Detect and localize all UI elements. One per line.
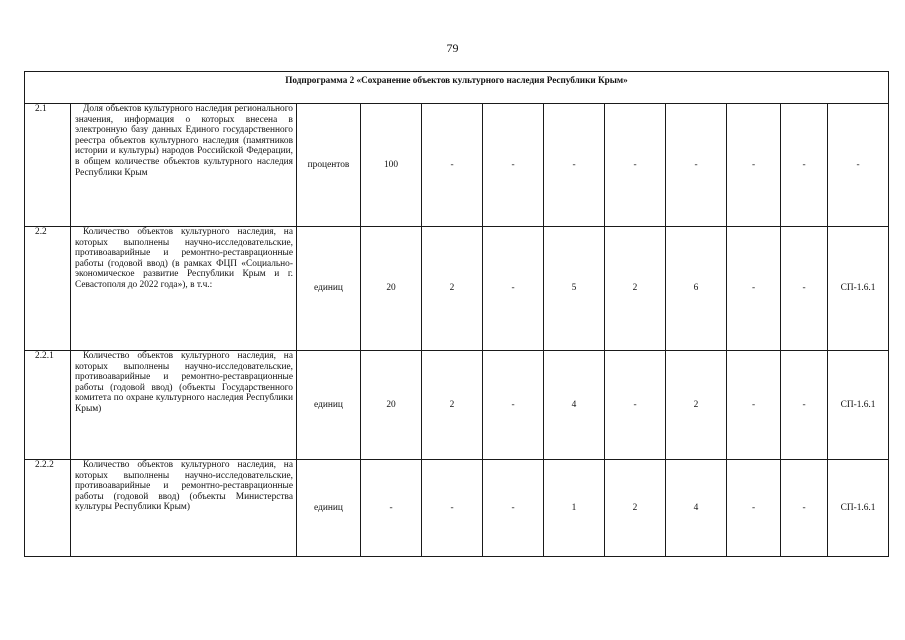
value-cell: - — [544, 104, 605, 227]
value-cell: - — [727, 460, 781, 557]
value-cell: - — [605, 351, 666, 460]
unit-cell: единиц — [297, 460, 361, 557]
value-cell: 5 — [544, 227, 605, 351]
value-cell: 2 — [605, 227, 666, 351]
value-cell: - — [483, 351, 544, 460]
indicator-description: Количество объектов культурного наследия, на которых выполнены научно-исследовательские, противоаварийные и ремонтно-реставрационные работы (годовой ввод) (в рамках ФЦП «Социально-экономическое развитие Республики Крым и г. Севастополя до 2022 года»), в т.ч.: — [71, 227, 297, 351]
value-cell: 2 — [422, 351, 483, 460]
subprogram-title: Подпрограмма 2 «Сохранение объектов культурного наследия Республики Крым» — [25, 72, 889, 104]
value-cell: 20 — [361, 227, 422, 351]
value-cell: - — [483, 227, 544, 351]
value-cell: 6 — [666, 227, 727, 351]
value-cell: - — [422, 460, 483, 557]
value-cell: 100 — [361, 104, 422, 227]
subprogram-header-row — [25, 72, 889, 104]
reference-cell: СП-1.6.1 — [828, 351, 889, 460]
indicator-description: Количество объектов культурного наследия, на которых выполнены научно-исследовательские, противоаварийные и ремонтно-реставрационные работы (годовой ввод) (объекты Государственного комитета по охране культурного наследия Республики Крым) — [71, 351, 297, 460]
indicator-description: Доля объектов культурного наследия регионального значения, информация о которых внесена в электронную базу данных Единого государственного реестра объектов культурного наследия (памятников истории и культуры) народов Российской Федерации, в общем количестве объектов культурного наследия Республики Крым — [71, 104, 297, 227]
value-cell: 2 — [422, 227, 483, 351]
value-cell: 2 — [605, 460, 666, 557]
value-cell: - — [605, 104, 666, 227]
row-number: 2.1 — [25, 104, 71, 227]
unit-cell: единиц — [297, 227, 361, 351]
value-cell: - — [781, 460, 828, 557]
reference-cell: СП-1.6.1 — [828, 227, 889, 351]
value-cell: - — [781, 227, 828, 351]
table-row — [25, 227, 889, 351]
reference-cell: СП-1.6.1 — [828, 460, 889, 557]
value-cell: - — [727, 104, 781, 227]
row-number: 2.2 — [25, 227, 71, 351]
unit-cell: процентов — [297, 104, 361, 227]
value-cell: - — [727, 351, 781, 460]
value-cell: - — [483, 460, 544, 557]
row-number: 2.2.1 — [25, 351, 71, 460]
value-cell: 20 — [361, 351, 422, 460]
page-number: 79 — [446, 41, 459, 55]
value-cell: - — [361, 460, 422, 557]
value-cell: - — [483, 104, 544, 227]
table-row — [25, 460, 889, 557]
value-cell: - — [781, 351, 828, 460]
row-number: 2.2.2 — [25, 460, 71, 557]
value-cell: 2 — [666, 351, 727, 460]
table-row — [25, 351, 889, 460]
value-cell: - — [781, 104, 828, 227]
value-cell: - — [422, 104, 483, 227]
value-cell: 4 — [666, 460, 727, 557]
value-cell: 1 — [544, 460, 605, 557]
value-cell: - — [666, 104, 727, 227]
indicators-table — [24, 71, 889, 557]
unit-cell: единиц — [297, 351, 361, 460]
reference-cell: - — [828, 104, 889, 227]
table-row — [25, 104, 889, 227]
indicator-description: Количество объектов культурного наследия, на которых выполнены научно-исследовательские, противоаварийные и ремонтно-реставрационные работы (годовой ввод) (объекты Министерства культуры Республики Крым) — [71, 460, 297, 557]
value-cell: 4 — [544, 351, 605, 460]
value-cell: - — [727, 227, 781, 351]
